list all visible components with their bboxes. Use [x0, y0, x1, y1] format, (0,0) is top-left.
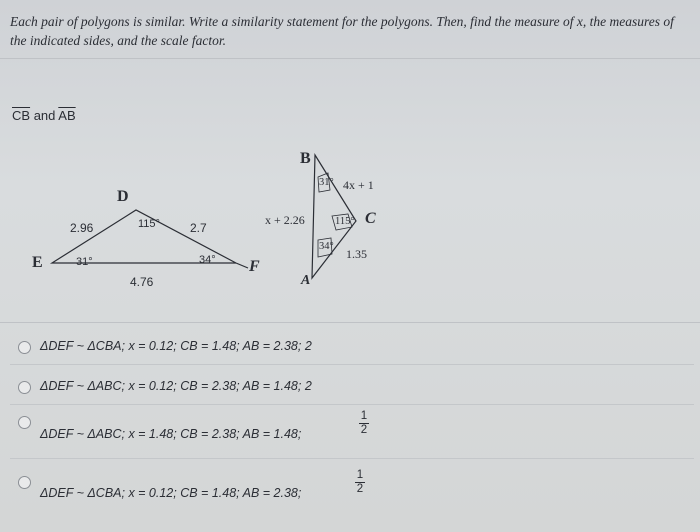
fraction-numerator: 1 — [360, 410, 368, 422]
side-ef-label: 4.76 — [130, 275, 154, 289]
option-separator — [10, 404, 694, 405]
vertex-d-label: D — [117, 188, 129, 205]
radio-button[interactable] — [18, 476, 31, 489]
vertex-a-label: A — [301, 273, 311, 288]
vertex-e-label: E — [32, 254, 43, 271]
option-text: ΔDEF ~ ΔABC; x = 1.48; CB = 2.38; AB = 1.48; — [40, 427, 302, 441]
triangle-def-tick — [236, 263, 248, 268]
question-prompt — [12, 108, 76, 123]
segment-cb: $\overline{CB}$ — [12, 108, 31, 123]
angle-f-label: 34° — [199, 254, 216, 266]
option-text: ΔDEF ~ ΔCBA; x = 0.12; CB = 1.48; AB = 2.38; 2 — [40, 339, 312, 353]
angle-b-label: 31° — [319, 177, 334, 188]
side-bc-label: 4x + 1 — [343, 178, 374, 192]
side-df-label: 2.7 — [190, 221, 207, 235]
fraction-numerator: 1 — [356, 469, 364, 481]
angle-d-label: 115° — [138, 218, 160, 230]
side-ba-label: x + 2.26 — [265, 213, 305, 227]
fraction-denominator: 2 — [356, 483, 364, 495]
fraction-denominator: 2 — [360, 424, 368, 436]
radio-button[interactable] — [18, 381, 31, 394]
question-instructions: Each pair of polygons is similar. Write a similarity statement for the polygons. Then, find the measure of x, the measures of the indicated sides, and the scale factor. — [10, 14, 674, 48]
similar-triangles-figure — [0, 130, 700, 320]
angle-a-label: 34° — [319, 241, 334, 252]
answer-option-2[interactable] — [18, 376, 694, 402]
answer-option-1[interactable] — [18, 336, 694, 362]
option-text: ΔDEF ~ ΔCBA; x = 0.12; CB = 1.48; AB = 2.38; — [40, 486, 302, 500]
option-separator — [10, 364, 694, 365]
top-divider — [0, 58, 700, 59]
vertex-f-label: F — [249, 258, 260, 275]
angle-c-label: 115° — [335, 216, 355, 227]
segment-ab: $\overline{AB}$ — [58, 108, 76, 123]
radio-button[interactable] — [18, 416, 31, 429]
vertex-b-label: B — [300, 150, 311, 167]
vertex-c-label: C — [365, 210, 376, 227]
radio-button[interactable] — [18, 341, 31, 354]
option-text: ΔDEF ~ ΔABC; x = 0.12; CB = 2.38; AB = 1.48; 2 — [40, 379, 312, 393]
prompt-conjunction: and — [33, 108, 56, 123]
answer-option-3[interactable] — [18, 410, 694, 448]
scale-factor-fraction — [359, 410, 369, 437]
side-ed-label: 2.96 — [70, 221, 94, 235]
side-ca-label: 1.35 — [346, 247, 367, 261]
angle-e-label: 31° — [76, 256, 93, 268]
option-separator — [10, 458, 694, 459]
options-divider — [0, 322, 700, 323]
answer-option-4[interactable] — [18, 466, 694, 506]
scale-factor-fraction — [355, 469, 365, 496]
